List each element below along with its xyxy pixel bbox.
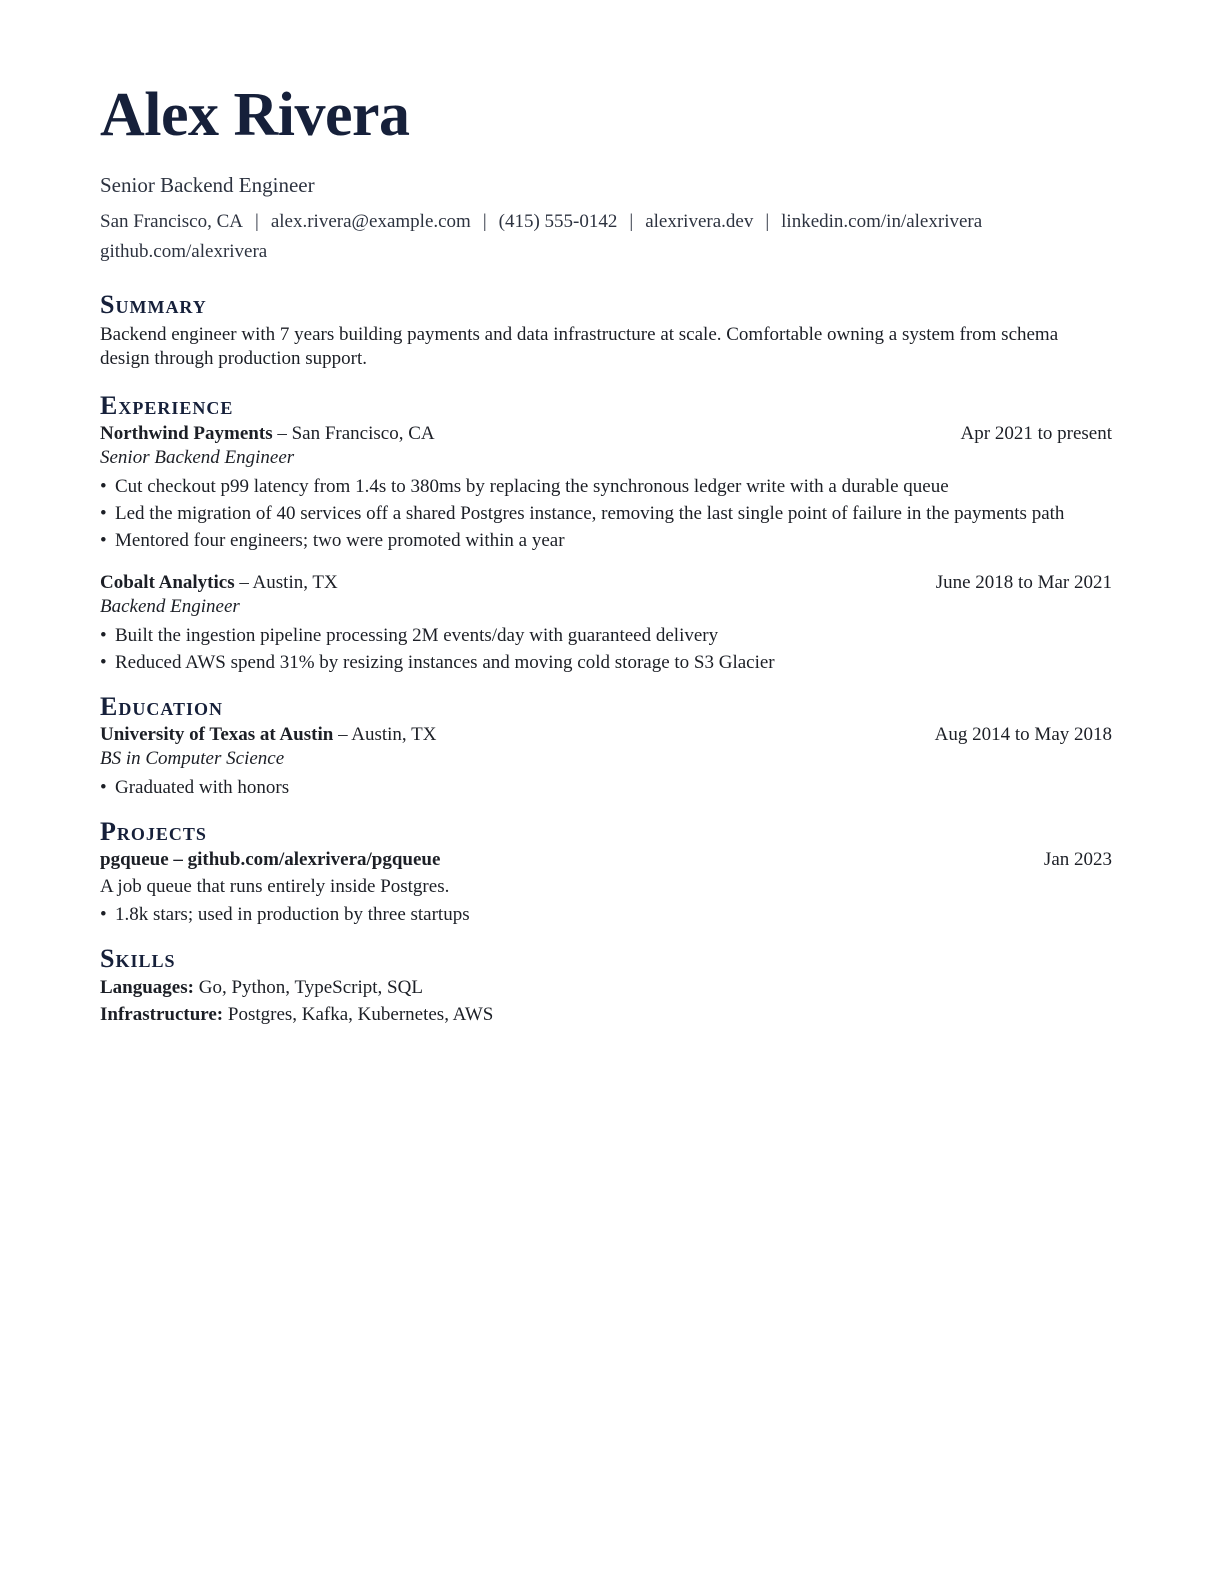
bullet-item: • Mentored four engineers; two were promoted within a year (100, 527, 1112, 554)
bullet-item: • Led the migration of 40 services off a shared Postgres instance, removing the last single point of failure in the payments path (100, 500, 1112, 527)
summary-title: Summary (100, 290, 207, 319)
entry-bullets (100, 473, 1112, 554)
contact-separator: | (255, 211, 259, 232)
entry-bullets (100, 774, 1112, 801)
contact-separator: | (482, 211, 487, 232)
entry-dates: Aug 2014 to May 2018 (934, 724, 1112, 745)
project-name[interactable]: pgqueue – github.com/alexrivera/pgqueue (100, 849, 441, 870)
entry-org-line (100, 421, 435, 447)
skill-label: Infrastructure: (100, 1004, 224, 1025)
contact-linkedin[interactable]: linkedin.com/in/alexrivera (781, 211, 983, 232)
skill-label: Languages: (100, 977, 194, 998)
entry-bullets (100, 622, 1112, 676)
contact-line (100, 206, 1112, 238)
entry-organization: University of Texas at Austin (100, 724, 334, 745)
contact-separator: | (629, 211, 634, 232)
skill-row (100, 974, 1112, 1001)
project-description: A job queue that runs entirely inside Postgres. (100, 876, 450, 897)
experience-entry (100, 421, 1112, 554)
summary-section (100, 290, 1112, 371)
bullet-item: • Built the ingestion pipeline processing 2M events/day with guaranteed delivery (100, 622, 1112, 649)
skills-title: Skills (100, 944, 176, 973)
experience-title: Experience (100, 391, 234, 420)
candidate-headline: Senior Backend Engineer (100, 173, 315, 197)
resume-header (100, 81, 1112, 266)
education-list (100, 722, 1112, 801)
education-entry (100, 722, 1112, 801)
bullet-item: • 1.8k stars; used in production by three startups (100, 901, 1112, 928)
contact-email[interactable]: alex.rivera@example.com (270, 211, 471, 232)
bullet-item: • Reduced AWS spend 31% by resizing instances and moving cold storage to S3 Glacier (100, 649, 1112, 676)
contact-separator: | (765, 211, 770, 232)
project-date: Jan 2023 (1043, 849, 1112, 870)
experience-list (100, 421, 1112, 676)
skill-value: Postgres, Kafka, Kubernetes, AWS (227, 1004, 494, 1025)
entry-location: – Austin, TX (338, 724, 437, 745)
skills-list (100, 974, 1112, 1028)
bullet-item: • Cut checkout p99 latency from 1.4s to 380ms by replacing the synchronous ledger write with a durable queue (100, 473, 1112, 500)
entry-location: – San Francisco, CA (277, 423, 435, 444)
entry-header (100, 421, 1112, 447)
projects-section (100, 817, 1112, 928)
entry-dates: June 2018 to Mar 2021 (935, 572, 1112, 593)
entry-organization: Cobalt Analytics (100, 572, 235, 593)
contact-location: San Francisco, CA (100, 211, 244, 232)
project-header (100, 847, 1112, 873)
project-bullets (100, 901, 1112, 928)
entry-role: Senior Backend Engineer (100, 447, 295, 468)
education-title: Education (100, 692, 224, 721)
contact-github[interactable]: github.com/alexrivera (100, 241, 268, 262)
project-entry (100, 847, 1112, 928)
entry-dates: Apr 2021 to present (960, 423, 1112, 444)
entry-role: BS in Computer Science (100, 748, 285, 769)
skills-section (100, 944, 1112, 1028)
entry-organization: Northwind Payments (100, 423, 273, 444)
entry-org-line (100, 722, 436, 748)
bullet-item: • Graduated with honors (100, 774, 1112, 801)
candidate-name: Alex Rivera (100, 81, 410, 149)
skill-value: Go, Python, TypeScript, SQL (198, 977, 423, 998)
entry-header (100, 570, 1112, 596)
skill-row (100, 1001, 1112, 1028)
summary-text: Backend engineer with 7 years building payments and data infrastructure at scale. Comfortable owning a system from schema design through production support. (100, 324, 1059, 369)
projects-list (100, 847, 1112, 928)
contact-website[interactable]: alexrivera.dev (645, 211, 754, 232)
experience-entry (100, 570, 1112, 676)
education-section (100, 692, 1112, 801)
entry-location: – Austin, TX (239, 572, 338, 593)
contact-phone[interactable]: (415) 555-0142 (498, 211, 618, 232)
entry-header (100, 722, 1112, 748)
projects-title: Projects (100, 817, 207, 846)
entry-role: Backend Engineer (100, 596, 240, 617)
experience-section (100, 391, 1112, 676)
entry-org-line (100, 570, 338, 596)
